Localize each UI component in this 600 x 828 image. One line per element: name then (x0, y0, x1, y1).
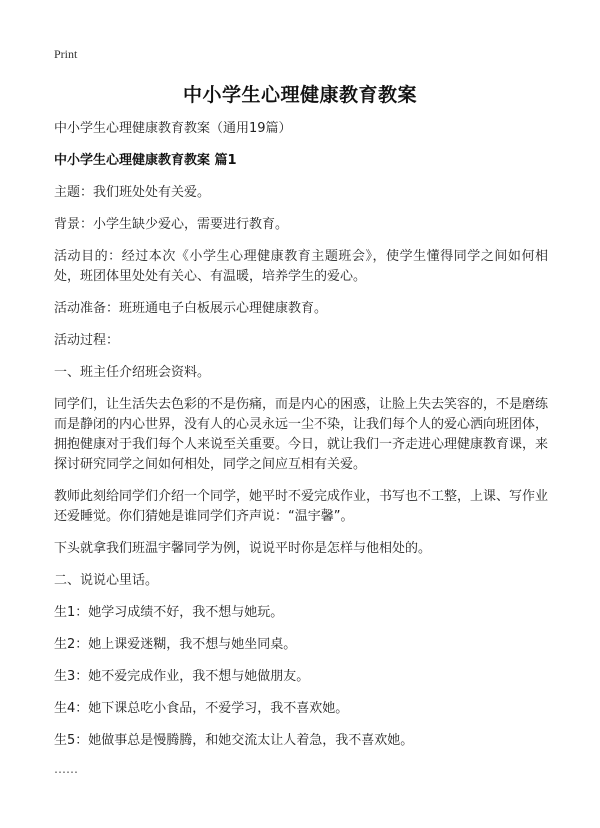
paragraph-step-one: 一、班主任介绍班会资料。 (54, 365, 211, 380)
document-subtitle: 中小学生心理健康教育教案（通用19篇） (54, 121, 292, 136)
paragraph-purpose: 活动目的：经过本次《小学生心理健康教育主题班会》，使学生懂得同学之间如何相处，班团体里处处有关心、有温暖，培养学生的爱心。 (54, 249, 548, 284)
section-heading: 中小学生心理健康教育教案 篇1 (54, 153, 237, 168)
paragraph-background: 背景：小学生缺少爱心，需要进行教育。 (54, 217, 289, 232)
paragraph-intro-speech: 同学们，让生活失去色彩的不是伤痛，而是内心的困惑，让脸上失去笑容的，不是磨练而是静闭的内心世界，没有人的心灵永远一尘不染，让我们每个人的爱心洒向班团体，拥抱健康对于我们每个人来说至关重要。今日，就让我们一齐走进心理健康教育课，来探讨研究同学之间如何相处，同学之间应互相有关爱。 (54, 397, 549, 472)
paragraph-step-two: 二、说说心里话。 (54, 573, 159, 588)
paragraph-student-1: 生1：她学习成绩不好，我不想与她玩。 (54, 605, 284, 620)
ellipsis: …… (54, 762, 78, 776)
document-title: 中小学生心理健康教育教案 (182, 84, 417, 106)
paragraph-example: 下头就拿我们班温宇馨同学为例，说说平时你是怎样与他相处的。 (54, 541, 432, 556)
document-body (54, 119, 548, 777)
paragraph-teacher-intro: 教师此刻给同学们介绍一个同学，她平时不爱完成作业，书写也不工整，上课、写作业还爱睡觉。你们猜她是谁同学们齐声说：“温宇馨”。 (54, 489, 549, 524)
paragraph-student-5: 生5：她做事总是慢腾腾，和她交流太让人着急，我不喜欢她。 (54, 733, 414, 748)
paragraph-process: 活动过程： (54, 333, 120, 348)
paragraph-student-2: 生2：她上课爱迷糊，我不想与她坐同桌。 (54, 637, 297, 652)
print-label: Print (54, 47, 78, 61)
paragraph-preparation: 活动准备：班班通电子白板展示心理健康教育。 (54, 301, 328, 316)
paragraph-student-3: 生3：她不爱完成作业，我不想与她做朋友。 (54, 669, 310, 684)
paragraph-student-4: 生4：她下课总吃小食品，不爱学习，我不喜欢她。 (54, 701, 349, 716)
paragraph-theme: 主题：我们班处处有关爱。 (54, 185, 211, 200)
